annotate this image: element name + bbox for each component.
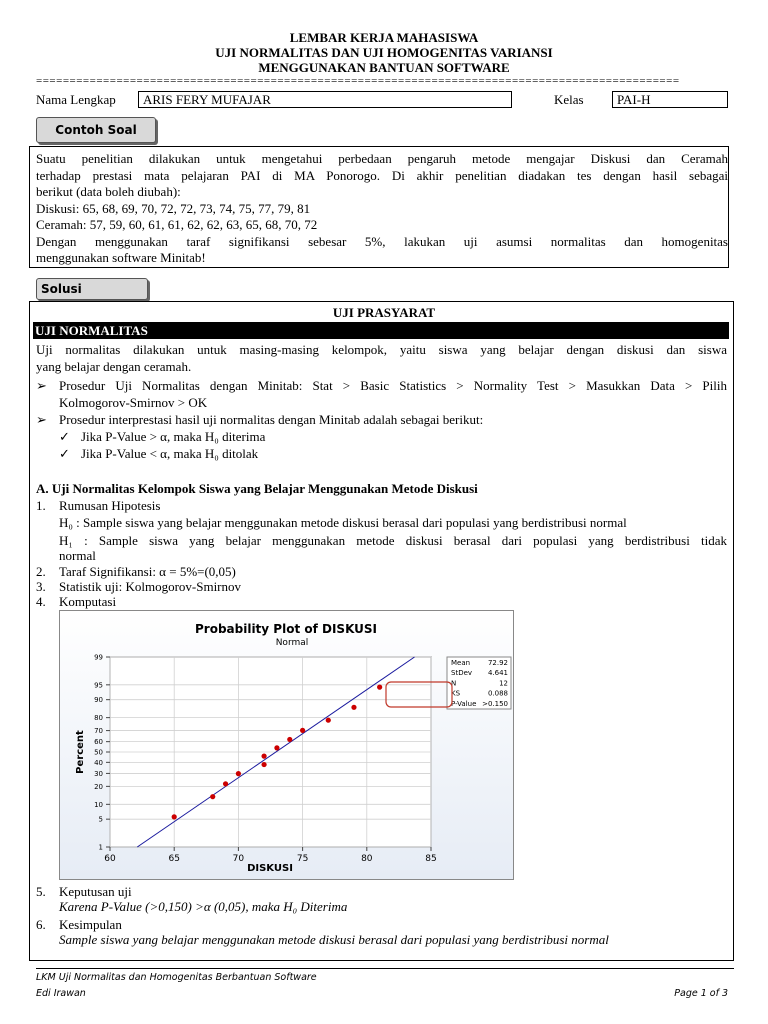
- chart-title: Probability Plot of DISKUSI: [194, 622, 378, 636]
- x-axis-label: DISKUSI: [247, 863, 293, 874]
- intro-line: Uji normalitas dilakukan untuk masing-masing kelompok, yaitu siswa yang belajar dengan diskusi dan siswa: [36, 342, 727, 357]
- data-point: [223, 781, 228, 786]
- x-tick-label: 60: [104, 854, 116, 864]
- test-statistic: Statistik uji: Kolmogorov-Smirnov: [59, 579, 242, 594]
- example-line: Diskusi: 65, 68, 69, 70, 72, 72, 73, 74, 75, 77, 79, 81: [36, 200, 311, 216]
- y-tick-label: 60: [94, 738, 103, 747]
- data-point: [172, 814, 177, 819]
- x-tick-label: 80: [361, 854, 373, 864]
- example-line: Ceramah: 57, 59, 60, 61, 61, 62, 62, 63, 65, 68, 70, 72: [36, 217, 318, 232]
- intro-line: yang belajar dengan ceramah.: [36, 359, 192, 374]
- stat-value: 12: [499, 679, 508, 688]
- footer-title: LKM Uji Normalitas dan Homogenitas Berbantuan Software: [36, 972, 317, 983]
- data-point: [261, 754, 266, 759]
- y-tick-label: 30: [94, 769, 103, 778]
- section-bar-normality: UJI NORMALITAS: [33, 322, 729, 339]
- doc-title-line3: MENGGUNAKAN BANTUAN SOFTWARE: [258, 60, 510, 75]
- footer-author: Edi Irawan: [36, 988, 86, 999]
- y-tick-label: 5: [98, 815, 103, 824]
- doc-title-line1: LEMBAR KERJA MAHASISWA: [289, 30, 479, 45]
- data-point: [377, 684, 382, 689]
- y-tick-label: 80: [94, 714, 103, 723]
- y-tick-label: 95: [94, 681, 103, 690]
- data-point: [300, 728, 305, 733]
- step-number: 6.: [36, 917, 46, 932]
- x-tick-label: 85: [425, 854, 437, 864]
- data-point: [326, 718, 331, 723]
- hypothesis-h1-cont: normal: [59, 548, 96, 563]
- hypothesis-h1: H₁ : Sample siswa yang belajar menggunakan metode diskusi berasal dari populasi yang berdistribusi tidak: [59, 533, 727, 548]
- example-line: berikut (data boleh diubah):: [36, 184, 181, 199]
- step-title: Kesimpulan: [59, 917, 122, 932]
- data-point: [274, 745, 279, 750]
- procedure-line: Prosedur Uji Normalitas dengan Minitab: Stat > Basic Statistics > Normality Test > Masukkan Data > Pilih: [59, 378, 727, 393]
- footer-rule: [36, 968, 734, 969]
- y-tick-label: 70: [94, 727, 103, 736]
- checkmark-icon: ✓: [59, 446, 70, 461]
- example-line: menggunakan software Minitab!: [36, 250, 206, 265]
- rule-reject: Jika P-Value < α, maka H₀ ditolak: [81, 446, 259, 461]
- chart-subtitle: Normal: [275, 638, 309, 648]
- name-field[interactable]: ARIS FERY MUFAJAR: [138, 91, 512, 108]
- conclusion-text: Sample siswa yang belajar menggunakan metode diskusi berasal dari populasi yang berdistribusi normal: [59, 932, 609, 947]
- y-axis-label: Percent: [75, 730, 86, 774]
- header-separator: ================================================================================================: [36, 76, 680, 86]
- data-point: [351, 705, 356, 710]
- y-tick-label: 1: [98, 843, 103, 852]
- computation-label: Komputasi: [59, 594, 117, 609]
- stat-value: 72.92: [487, 659, 508, 667]
- subsection-heading: A. Uji Normalitas Kelompok Siswa yang Belajar Menggunakan Metode Diskusi: [36, 481, 478, 496]
- step-title: Keputusan uji: [59, 884, 132, 899]
- solution-tab: Solusi: [36, 278, 148, 300]
- data-point: [236, 771, 241, 776]
- step-number: 3.: [36, 579, 46, 594]
- arrow-bullet-icon: ➢: [36, 378, 47, 393]
- stat-label: P-Value: [451, 699, 477, 708]
- name-label: Nama Lengkap: [36, 92, 116, 107]
- example-tab: Contoh Soal: [36, 117, 156, 143]
- example-line: terhadap prestasi mata pelajaran PAI di MA Ponorogo. Di akhir penelitian diadakan tes dengan hasil sebagai: [36, 167, 728, 183]
- decision-text: Karena P-Value (>0,150) >α (0,05), maka H₀ Diterima: [59, 899, 348, 914]
- y-tick-label: 10: [94, 800, 103, 809]
- stat-label: KS: [451, 689, 461, 698]
- stat-label: StDev: [451, 669, 473, 678]
- example-panel: [29, 146, 729, 268]
- step-number: 4.: [36, 594, 46, 609]
- interpretation-line: Prosedur interprestasi hasil uji normalitas dengan Minitab adalah sebagai berikut:: [59, 412, 484, 427]
- y-tick-label: 99: [94, 653, 103, 662]
- significance-level: Taraf Signifikansi: α = 5%=(0,05): [59, 564, 236, 579]
- doc-title-line2: UJI NORMALITAS DAN UJI HOMOGENITAS VARIANSI: [215, 45, 553, 60]
- stat-label: Mean: [451, 659, 471, 667]
- x-tick-label: 70: [232, 854, 245, 864]
- checkmark-icon: ✓: [59, 429, 70, 444]
- x-tick-label: 65: [168, 854, 180, 864]
- class-field[interactable]: PAI-H: [612, 91, 728, 108]
- procedure-line: Kolmogorov-Smirnov > OK: [59, 395, 208, 410]
- stat-value: 0.088: [487, 689, 508, 698]
- y-tick-label: 40: [94, 758, 103, 767]
- data-point: [210, 794, 215, 799]
- step-number: 1.: [36, 498, 46, 513]
- data-point: [287, 737, 292, 742]
- step-number: 5.: [36, 884, 46, 899]
- stat-value: 4.641: [487, 669, 508, 678]
- data-point: [261, 762, 266, 767]
- y-tick-label: 20: [94, 782, 103, 791]
- arrow-bullet-icon: ➢: [36, 412, 47, 427]
- hypothesis-h0: H₀ : Sample siswa yang belajar menggunakan metode diskusi berasal dari populasi yang berdistribusi normal: [59, 515, 627, 530]
- y-tick-label: 90: [94, 696, 103, 705]
- page-number: Page 1 of 3: [674, 988, 728, 999]
- x-tick-label: 75: [296, 854, 309, 864]
- solution-title: UJI PRASYARAT: [332, 305, 436, 320]
- stat-value: >0.150: [482, 699, 508, 708]
- y-tick-label: 50: [94, 748, 103, 757]
- class-label: Kelas: [554, 92, 584, 107]
- example-line: Dengan menggunakan taraf signifikansi sebesar 5%, lakukan uji asumsi normalitas dan homogenitas: [36, 233, 728, 249]
- rule-accept: Jika P-Value > α, maka H₀ diterima: [81, 429, 266, 444]
- stat-label: N: [451, 679, 457, 688]
- step-title: Rumusan Hipotesis: [59, 498, 161, 513]
- probability-plot: [59, 610, 514, 880]
- step-number: 2.: [36, 564, 46, 579]
- example-line: Suatu penelitian dilakukan untuk mengetahui perbedaan pengaruh metode mengajar Diskusi dan Ceramah: [36, 151, 728, 166]
